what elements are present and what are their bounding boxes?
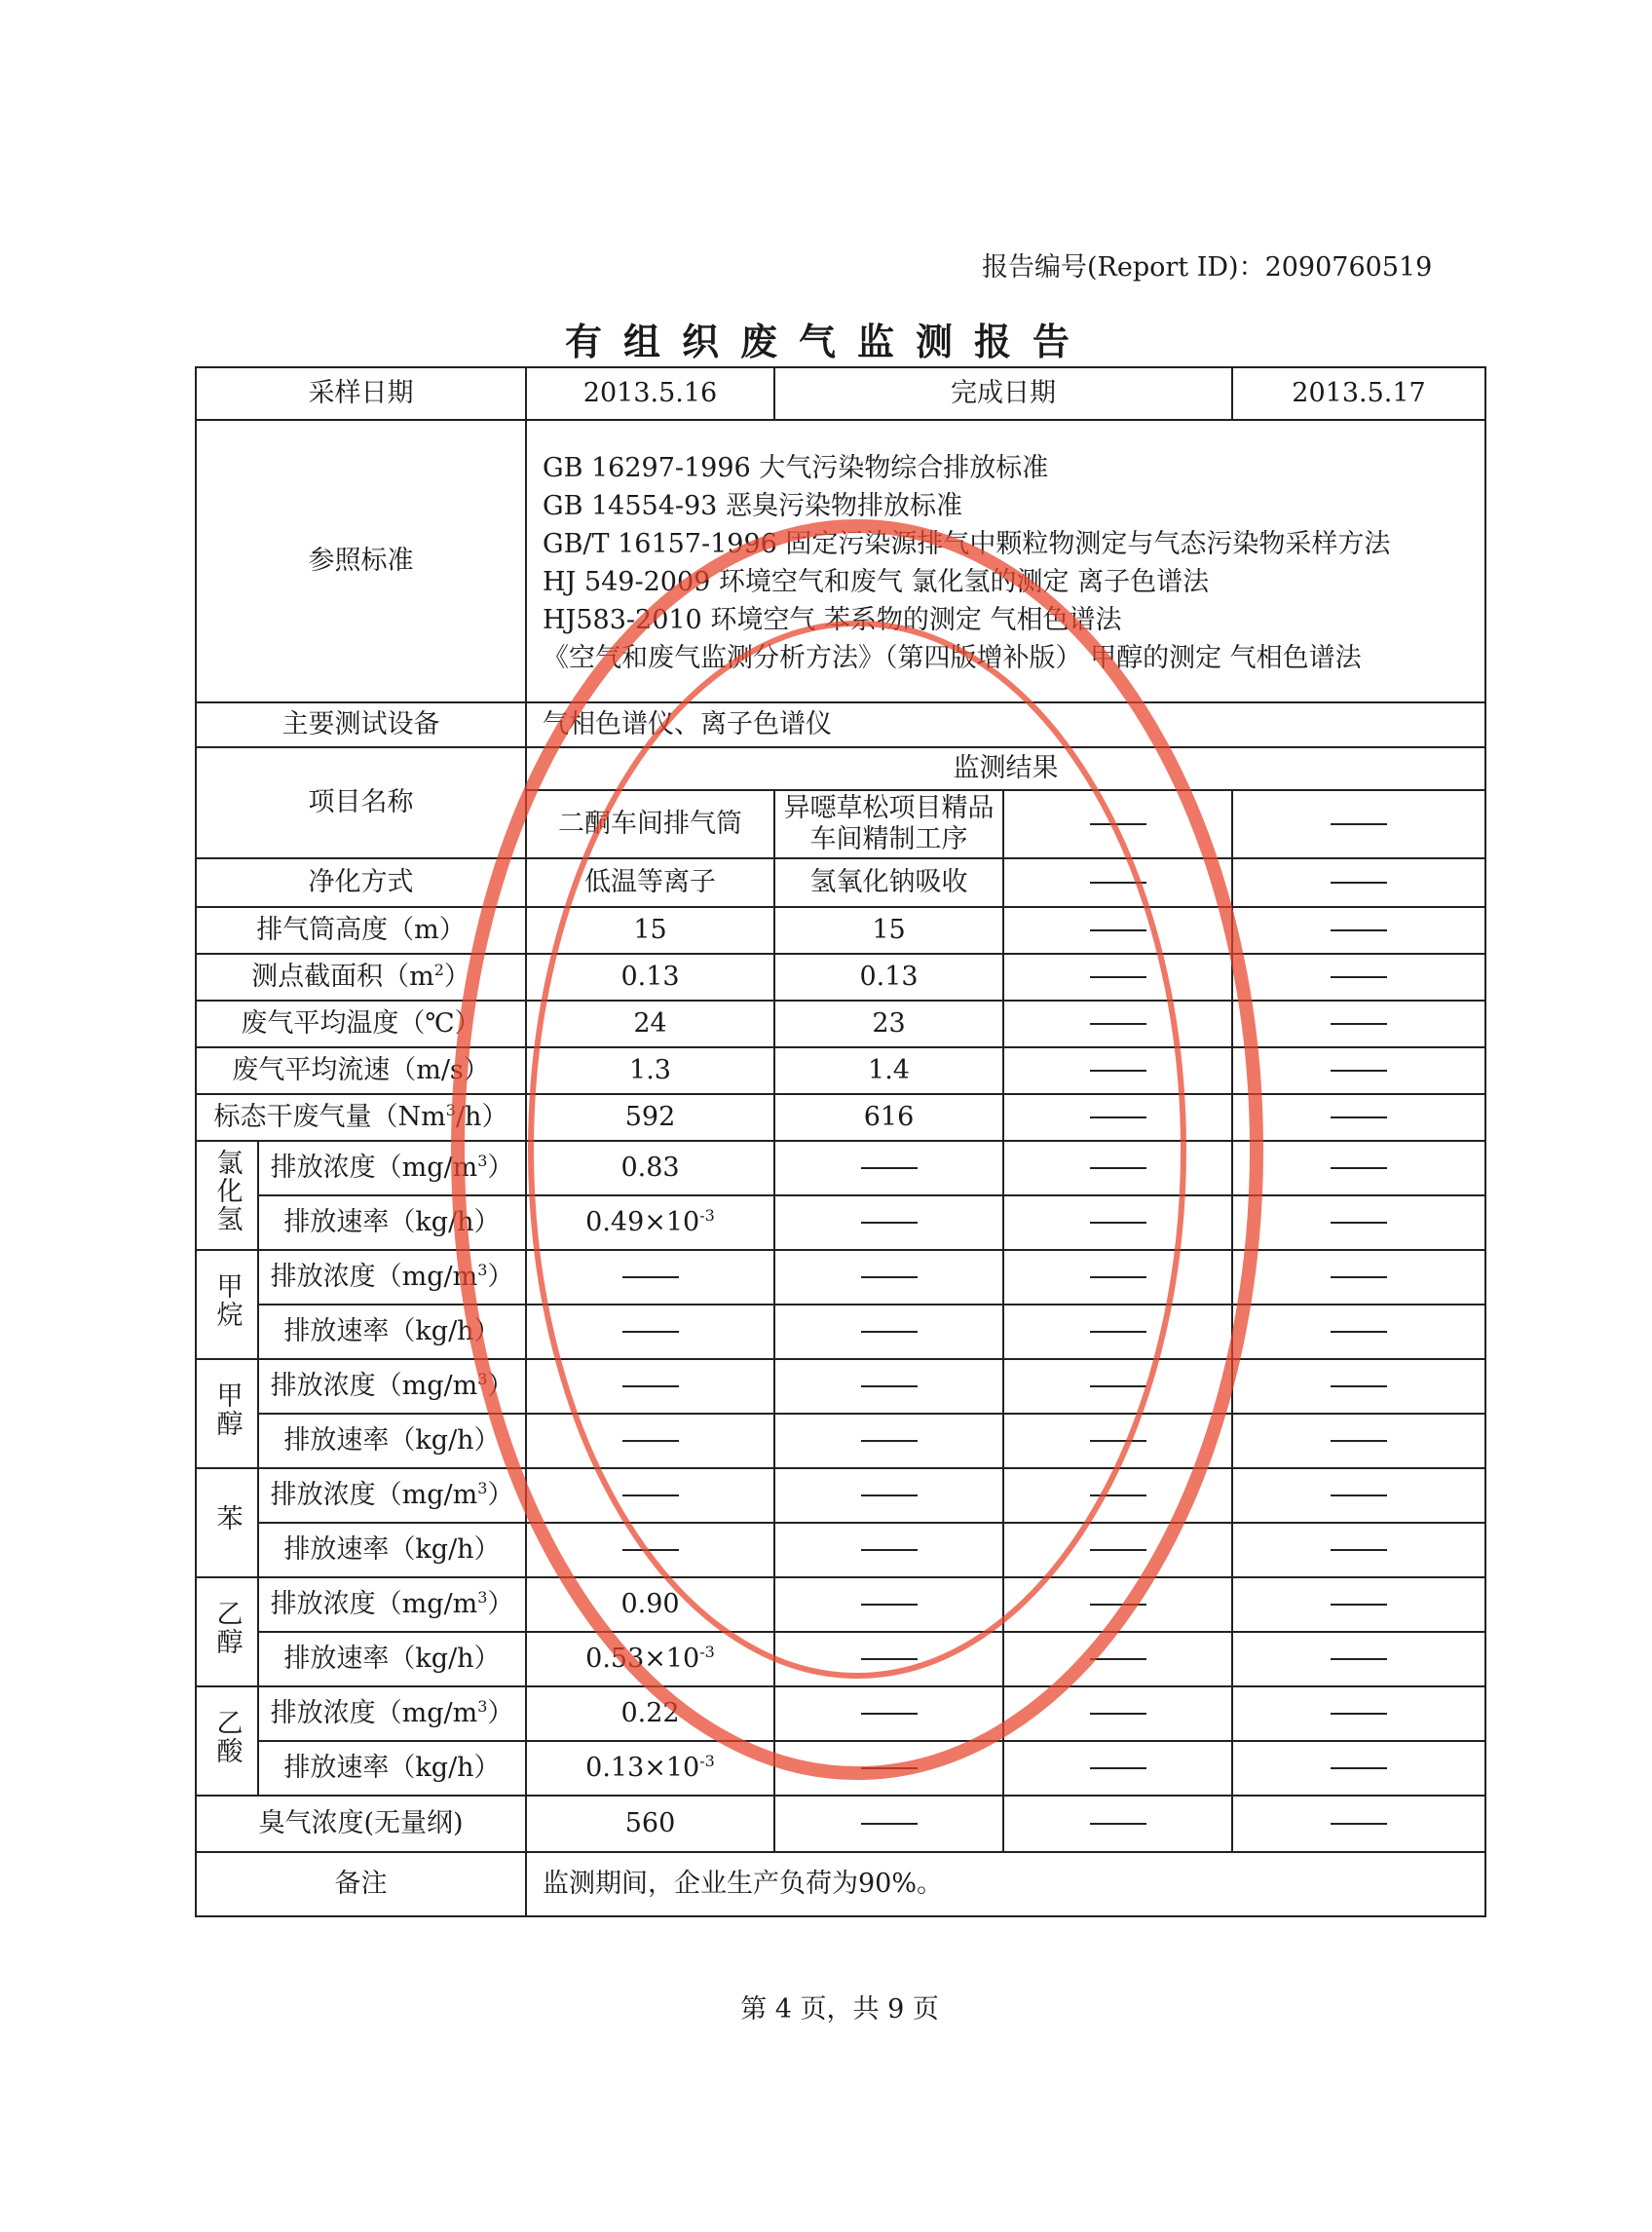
empty-dash — [1090, 1494, 1146, 1496]
value-cell — [1003, 1686, 1232, 1741]
table-row — [196, 1632, 1485, 1686]
standard-item: HJ 549-2009 环境空气和废气 氯化氢的测定 离子色谱法 — [543, 567, 1210, 597]
remarks-value: 监测期间，企业生产负荷为90%。 — [526, 1852, 1485, 1916]
empty-dash — [1331, 1549, 1387, 1551]
rate-label: 排放速率（kg/h） — [258, 1414, 526, 1468]
value-cell — [526, 1359, 774, 1414]
standards-list — [526, 420, 1485, 702]
pollutant-name: 甲烷 — [196, 1250, 258, 1359]
rate-label: 排放速率（kg/h） — [258, 1305, 526, 1359]
row-label: 排气筒高度（m） — [196, 907, 526, 954]
column-header — [1003, 790, 1232, 858]
results-label: 监测结果 — [526, 747, 1485, 790]
table-row — [196, 1250, 1485, 1305]
empty-dash — [1331, 1167, 1387, 1169]
equipment-value: 气相色谱仪、离子色谱仪 — [526, 702, 1485, 747]
value-cell: $0.53\times 10^{-3}$ — [526, 1632, 774, 1686]
value-cell — [1003, 1250, 1232, 1305]
empty-dash — [861, 1767, 918, 1769]
table-row — [196, 1686, 1485, 1741]
empty-dash — [861, 1494, 918, 1496]
value-cell — [1232, 1414, 1485, 1468]
value-cell — [774, 1141, 1003, 1195]
sampling-date: 2013.5.16 — [526, 367, 774, 420]
table-row — [196, 1577, 1485, 1632]
empty-dash — [1331, 1440, 1387, 1442]
value-cell — [526, 1468, 774, 1523]
value-cell — [526, 1523, 774, 1577]
value-cell: $0.49\times 10^{-3}$ — [526, 1195, 774, 1250]
value-cell — [774, 1686, 1003, 1741]
empty-dash — [1331, 1331, 1387, 1333]
value-cell — [1003, 1001, 1232, 1047]
value-cell: 低温等离子 — [526, 858, 774, 907]
empty-dash — [1090, 1385, 1146, 1387]
empty-dash — [861, 1167, 918, 1169]
empty-dash — [622, 1494, 679, 1496]
conc-label: 排放浓度$(mg/m^3)$ — [258, 1577, 526, 1632]
remarks-label: 备注 — [196, 1852, 526, 1916]
value-cell — [1232, 1305, 1485, 1359]
empty-dash — [1090, 882, 1146, 884]
value-cell: 0.13 — [774, 954, 1003, 1001]
table-row — [196, 1047, 1485, 1094]
row-label: 标态干废气量（Nm$^3$/h） — [196, 1094, 526, 1141]
row-label: 废气平均流速（m/s） — [196, 1047, 526, 1094]
empty-dash — [1090, 1604, 1146, 1606]
value-cell — [774, 1359, 1003, 1414]
table-row — [196, 1468, 1485, 1523]
table-row — [196, 1094, 1485, 1141]
value-cell: 15 — [526, 907, 774, 954]
empty-dash — [1090, 1767, 1146, 1769]
value-cell — [1003, 1523, 1232, 1577]
value-cell: 0.90 — [526, 1577, 774, 1632]
value-cell: 氢氧化钠吸收 — [774, 858, 1003, 907]
empty-dash — [622, 1440, 679, 1442]
conc-label: 排放浓度$(mg/m^3)$ — [258, 1468, 526, 1523]
value-cell — [1232, 1632, 1485, 1686]
value-cell: 0.22 — [526, 1686, 774, 1741]
completion-date-label: 完成日期 — [774, 367, 1232, 420]
remarks-row — [196, 1852, 1485, 1916]
value-cell — [1003, 1305, 1232, 1359]
row-label: 测点截面积$(m^2)$ — [196, 954, 526, 1001]
value-cell: 0.13 — [526, 954, 774, 1001]
empty-dash — [1090, 976, 1146, 978]
value-cell — [774, 1195, 1003, 1250]
page-footer: 第 4 页，共 9 页 — [740, 1994, 939, 2024]
odor-row — [196, 1796, 1485, 1852]
table-row — [196, 1741, 1485, 1796]
empty-dash — [1331, 929, 1387, 931]
value-cell — [1003, 1632, 1232, 1686]
empty-dash — [1090, 1549, 1146, 1551]
table-row — [196, 1523, 1485, 1577]
table-row — [196, 1001, 1485, 1047]
value-cell — [1232, 1141, 1485, 1195]
value-cell — [774, 1468, 1003, 1523]
equipment-label: 主要测试设备 — [196, 702, 526, 747]
empty-dash — [1090, 1658, 1146, 1660]
value-cell — [774, 1305, 1003, 1359]
empty-dash — [861, 1385, 918, 1387]
monitoring-table — [195, 366, 1486, 1917]
conc-label: 排放浓度$(mg/m^3)$ — [258, 1686, 526, 1741]
value-cell — [1003, 1414, 1232, 1468]
value-cell — [526, 1305, 774, 1359]
value-cell — [774, 1632, 1003, 1686]
empty-dash — [1331, 1713, 1387, 1715]
empty-dash — [861, 1331, 918, 1333]
value-cell — [1232, 907, 1485, 954]
empty-dash — [1090, 1276, 1146, 1278]
rate-label: 排放速率（kg/h） — [258, 1632, 526, 1686]
value-cell: 592 — [526, 1094, 774, 1141]
empty-dash — [861, 1440, 918, 1442]
row-label: 废气平均温度（℃） — [196, 1001, 526, 1047]
empty-dash — [1090, 1070, 1146, 1072]
empty-dash — [1331, 1222, 1387, 1224]
column-header: 异噁草松项目精品车间精制工序 — [774, 790, 1003, 858]
value-cell: 0.83 — [526, 1141, 774, 1195]
value-cell — [1003, 1094, 1232, 1141]
rate-label: 排放速率（kg/h） — [258, 1741, 526, 1796]
value-cell: 15 — [774, 907, 1003, 954]
pollutant-name: 苯 — [196, 1468, 258, 1577]
rate-label: 排放速率（kg/h） — [258, 1195, 526, 1250]
table-row — [196, 954, 1485, 1001]
table-row — [196, 907, 1485, 954]
empty-dash — [1090, 1116, 1146, 1118]
pollutant-name: 甲醇 — [196, 1359, 258, 1468]
value-cell: 23 — [774, 1001, 1003, 1047]
column-header: 二酮车间排气筒 — [526, 790, 774, 858]
empty-dash — [622, 1385, 679, 1387]
value-cell — [1232, 1001, 1485, 1047]
row-label: 臭气浓度(无量纲) — [196, 1796, 526, 1852]
empty-dash — [1331, 1823, 1387, 1825]
table-row — [196, 1195, 1485, 1250]
empty-dash — [1331, 882, 1387, 884]
value-cell: 1.4 — [774, 1047, 1003, 1094]
empty-dash — [1090, 1823, 1146, 1825]
purification-row — [196, 858, 1485, 907]
value-cell — [1232, 1686, 1485, 1741]
value-cell — [1003, 1047, 1232, 1094]
empty-dash — [622, 1331, 679, 1333]
value-cell — [1003, 1796, 1232, 1852]
standard-item: GB/T 16157-1996 固定污染源排气中颗粒物测定与气态污染物采样方法 — [543, 529, 1391, 559]
empty-dash — [1331, 1070, 1387, 1072]
empty-dash — [861, 1823, 918, 1825]
value-cell — [1003, 954, 1232, 1001]
value-cell — [774, 1796, 1003, 1852]
value-cell — [1232, 954, 1485, 1001]
conc-label: 排放浓度$(mg/m^3)$ — [258, 1141, 526, 1195]
empty-dash — [1090, 1222, 1146, 1224]
pollutant-name: 乙醇 — [196, 1577, 258, 1686]
value-cell — [1003, 1468, 1232, 1523]
empty-dash — [861, 1604, 918, 1606]
value-cell — [1003, 1141, 1232, 1195]
conc-label: 排放浓度$(mg/m^3)$ — [258, 1250, 526, 1305]
table-row — [196, 1141, 1485, 1195]
standard-item: GB 16297-1996 大气污染物综合排放标准 — [543, 453, 1049, 483]
value-cell — [1003, 1359, 1232, 1414]
value-cell — [1232, 1796, 1485, 1852]
value-cell — [1232, 1741, 1485, 1796]
empty-dash — [622, 1549, 679, 1551]
pollutant-name: 氯化氢 — [196, 1141, 258, 1250]
value-cell — [1232, 1577, 1485, 1632]
value-cell: 24 — [526, 1001, 774, 1047]
standards-label: 参照标准 — [196, 420, 526, 702]
value-cell — [1003, 1195, 1232, 1250]
empty-dash — [861, 1222, 918, 1224]
report-id: 报告编号(Report ID)：2090760519 — [982, 252, 1433, 283]
value-cell: $0.13\times 10^{-3}$ — [526, 1741, 774, 1796]
item-name-label: 项目名称 — [196, 747, 526, 858]
empty-dash — [1090, 1331, 1146, 1333]
row-label: 净化方式 — [196, 858, 526, 907]
completion-date: 2013.5.17 — [1232, 367, 1485, 420]
standard-item: 《空气和废气监测分析方法》（第四版增补版） 甲醇的测定 气相色谱法 — [543, 643, 1362, 673]
empty-dash — [1331, 1658, 1387, 1660]
value-cell — [1003, 907, 1232, 954]
pollutant-name: 乙酸 — [196, 1686, 258, 1796]
value-cell — [1003, 1577, 1232, 1632]
empty-dash — [1090, 1167, 1146, 1169]
empty-dash — [1090, 929, 1146, 931]
value-cell — [1232, 1359, 1485, 1414]
empty-dash — [1331, 1385, 1387, 1387]
value-cell: 1.3 — [526, 1047, 774, 1094]
empty-dash — [1331, 1116, 1387, 1118]
value-cell — [774, 1250, 1003, 1305]
value-cell — [1232, 1523, 1485, 1577]
value-cell — [774, 1741, 1003, 1796]
table-row — [196, 1305, 1485, 1359]
rate-label: 排放速率（kg/h） — [258, 1523, 526, 1577]
empty-dash — [1090, 1440, 1146, 1442]
standard-item: HJ583-2010 环境空气 苯系物的测定 气相色谱法 — [543, 605, 1122, 635]
standard-item: GB 14554-93 恶臭污染物排放标准 — [543, 491, 962, 521]
empty-dash — [1331, 1494, 1387, 1496]
empty-dash — [1331, 1276, 1387, 1278]
value-cell — [774, 1523, 1003, 1577]
value-cell — [526, 1250, 774, 1305]
empty-dash — [861, 1658, 918, 1660]
report-title: 有组织废气监测报告 — [564, 321, 1091, 363]
value-cell — [774, 1414, 1003, 1468]
empty-dash — [1090, 1023, 1146, 1025]
value-cell: 560 — [526, 1796, 774, 1852]
empty-dash — [1331, 1767, 1387, 1769]
value-cell — [1232, 1047, 1485, 1094]
empty-dash — [861, 1276, 918, 1278]
empty-dash — [1331, 1023, 1387, 1025]
value-cell: 616 — [774, 1094, 1003, 1141]
value-cell — [1003, 858, 1232, 907]
empty-dash — [622, 1276, 679, 1278]
value-cell — [1232, 858, 1485, 907]
sampling-date-label: 采样日期 — [196, 367, 526, 420]
empty-dash — [1090, 1713, 1146, 1715]
value-cell — [526, 1414, 774, 1468]
column-header — [1232, 790, 1485, 858]
value-cell — [1232, 1195, 1485, 1250]
table-row — [196, 1414, 1485, 1468]
value-cell — [1232, 1468, 1485, 1523]
value-cell — [1232, 1250, 1485, 1305]
value-cell — [1003, 1741, 1232, 1796]
empty-dash — [1331, 1604, 1387, 1606]
empty-dash — [861, 1549, 918, 1551]
empty-dash — [1331, 976, 1387, 978]
value-cell — [774, 1577, 1003, 1632]
conc-label: 排放浓度$(mg/m^3)$ — [258, 1359, 526, 1414]
value-cell — [1232, 1094, 1485, 1141]
table-row — [196, 1359, 1485, 1414]
empty-dash — [861, 1713, 918, 1715]
